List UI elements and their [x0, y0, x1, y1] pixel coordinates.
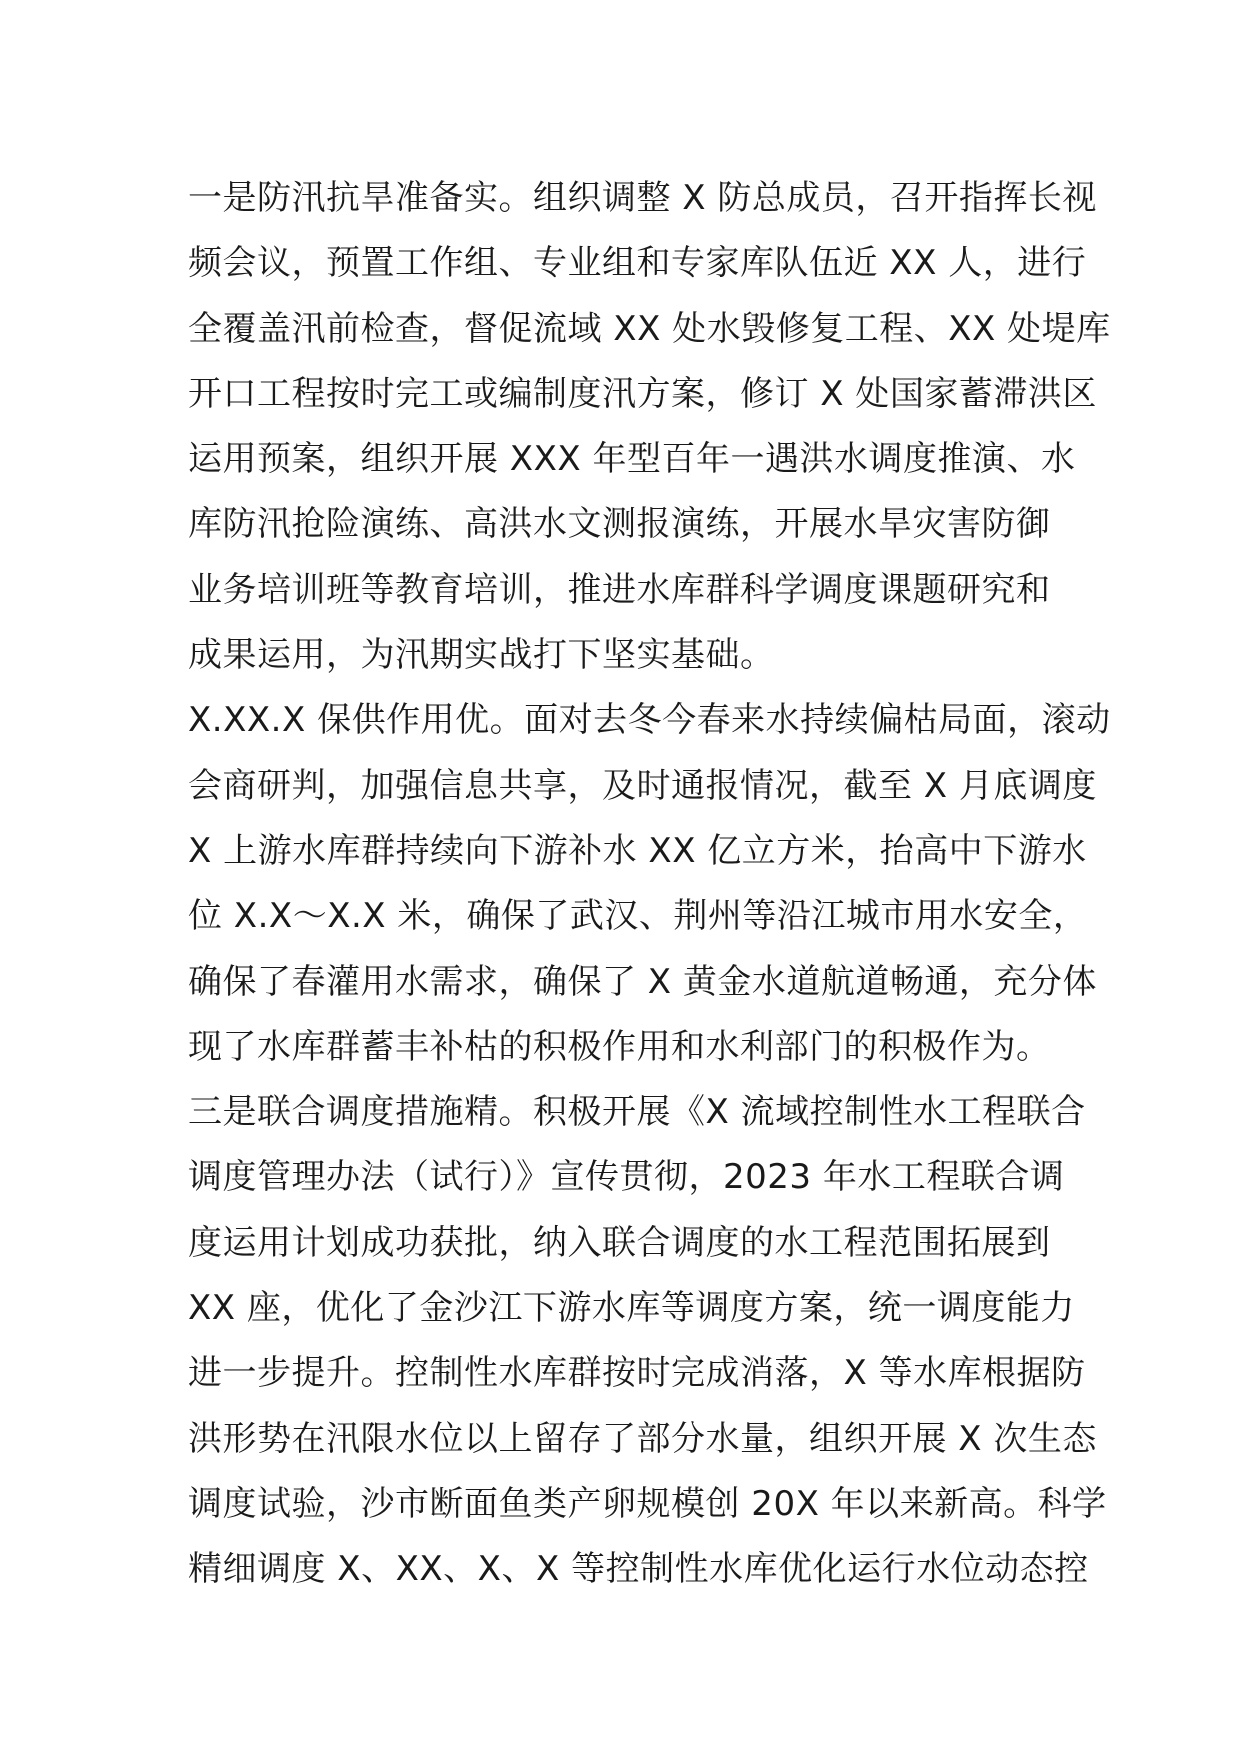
text-line: 洪形势在汛限水位以上留存了部分水量，组织开展 X 次生态 [188, 1418, 1097, 1459]
text-line: X.XX.X 保供作用优。面对去冬今春来水持续偏枯局面，滚动 [188, 700, 1111, 741]
text-line: 三是联合调度措施精。积极开展《X 流域控制性水工程联合 [188, 1092, 1086, 1133]
text-line: 确保了春灌用水需求，确保了 X 黄金水道航道畅通，充分体 [188, 961, 1097, 1002]
text-line: 调度管理办法（试行）》宣传贯彻，2023 年水工程联合调 [188, 1157, 1065, 1198]
text-line: 位 X.X～X.X 米，确保了武汉、荆州等沿江城市用水安全， [188, 896, 1088, 937]
text-line: 精细调度 X、XX、X、X 等控制性水库优化运行水位动态控 [188, 1549, 1089, 1590]
body-text [188, 166, 1111, 1603]
text-line: X 上游水库群持续向下游补水 XX 亿立方米，抬高中下游水 [188, 830, 1087, 871]
text-line: 现了水库群蓄丰补枯的积极作用和水利部门的积极作为。 [188, 1026, 1051, 1067]
text-line: 进一步提升。控制性水库群按时完成消落，X 等水库根据防 [188, 1353, 1086, 1394]
text-line: 库防汛抢险演练、高洪水文测报演练，开展水旱灾害防御 [188, 504, 1051, 545]
text-line: 一是防汛抗旱准备实。组织调整 X 防总成员，召开指挥长视 [188, 178, 1097, 218]
text-line: 会商研判，加强信息共享，及时通报情况，截至 X 月底调度 [188, 765, 1097, 806]
text-line: 业务培训班等教育培训，推进水库群科学调度课题研究和 [188, 569, 1051, 610]
text-line: 成果运用，为汛期实战打下坚实基础。 [188, 635, 775, 676]
text-line: XX 座，优化了金沙江下游水库等调度方案，统一调度能力 [188, 1288, 1075, 1329]
text-line: 全覆盖汛前检查，督促流域 XX 处水毁修复工程、XX 处堤库 [188, 308, 1111, 349]
text-line: 开口工程按时完工或编制度汛方案，修订 X 处国家蓄滞洪区 [188, 373, 1097, 414]
text-line: 运用预案，组织开展 XXX 年型百年一遇洪水调度推演、水 [188, 439, 1076, 480]
text-line: 频会议，预置工作组、专业组和专家库队伍近 XX 人，进行 [188, 243, 1087, 284]
text-line: 度运用计划成功获批，纳入联合调度的水工程范围拓展到 [188, 1222, 1051, 1263]
text-line: 调度试验，沙市断面鱼类产卵规模创 20X 年以来新高。科学 [188, 1483, 1107, 1524]
